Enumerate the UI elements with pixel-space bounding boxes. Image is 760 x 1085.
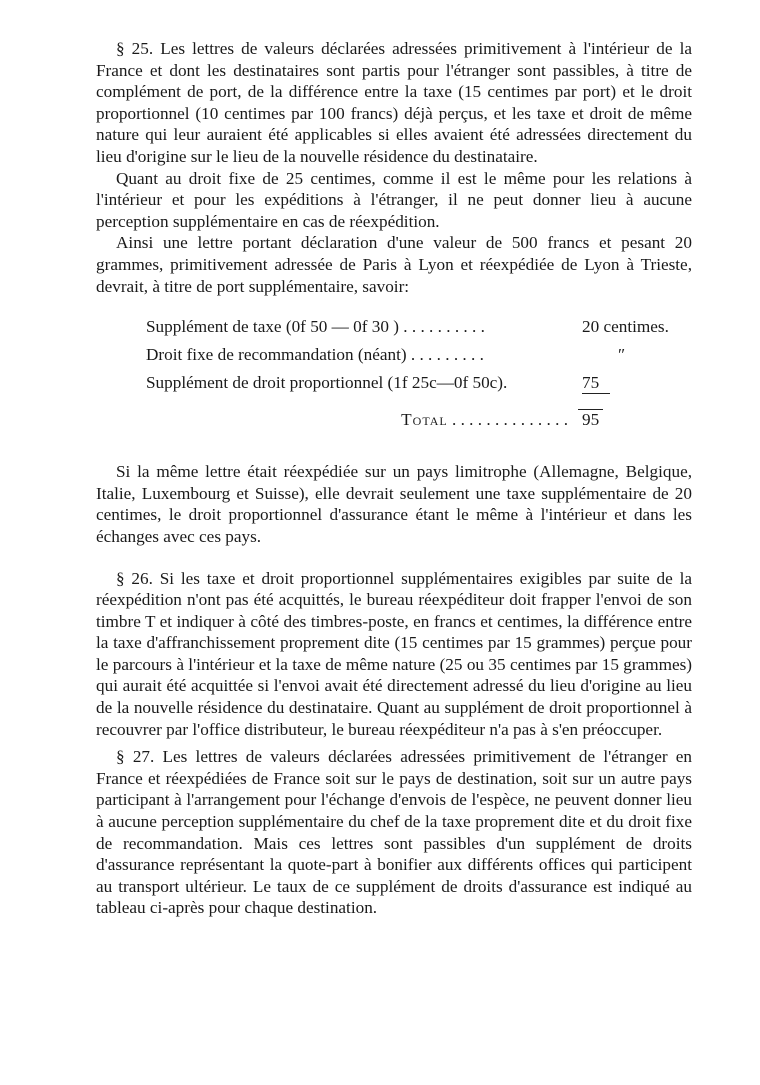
calc-row — [96, 317, 692, 345]
calc-row-label: Droit fixe de recommandation (néant) . . . . . . . . . — [146, 345, 484, 365]
document-page — [96, 38, 692, 919]
section-27-paragraph: § 27. Les lettres de valeurs déclarées adressées primitivement de l'étranger en France et réexpédiées de France soit sur le pays de destination, soit sur un autre pays participant à l'arrangement pour l'échange d'envois de l'espèce, ne peuvent donner lieu à aucune perception supplémentaire du chef de la taxe proprement dite et du droit fixe de recommandation. Mais ces lettres sont passibles d'un supplément de droits d'assurance représentant la quote-part à bonifier aux différents offices qui participent au transport ultérieur. Le taux de ce supplément de droits d'assurance est indiqué au tableau ci-après pour chaque destination. — [96, 747, 692, 918]
calc-total-amount — [576, 409, 692, 430]
section-25-fixed-fee-paragraph: Quant au droit fixe de 25 centimes, comme il est le même pour les relations à l'intérieur et pour les expéditions à l'étranger, il ne peut donner lieu à aucune perception supplémentaire en cas de réexpédition. — [96, 168, 692, 231]
section-26-paragraph: § 26. Si les taxe et droit proportionnel supplémentaires exigibles par suite de la réexpédition n'ont pas été acquittés, le bureau réexpéditeur doit frapper l'envoi de son timbre T et indiquer à côté des timbres-poste, en francs et centimes, la différence entre la taxe d'affranchissement proprement dite (15 centimes par 15 grammes) perçue pour le parcours à l'intérieur et la taxe de même nature (25 ou 35 centimes par 15 grammes) qui aurait été acquittée si l'envoi avait été directement adressé du lieu d'origine au lieu de la nouvelle résidence du destinataire. Quant au supplément de droit proportionnel à recouvrer par l'office distributeur, le bureau réexpéditeur n'a pas à s'en préoccuper. — [96, 568, 692, 739]
calc-row-amount-value: 75 — [582, 373, 610, 394]
calc-row-label: Supplément de taxe (0f 50 — 0f 30 ) . . . . . . . . . . — [146, 317, 485, 337]
calc-row-amount: ″ — [618, 345, 626, 365]
surcharge-calculation — [96, 317, 692, 437]
neighbouring-countries-paragraph: Si la même lettre était réexpédiée sur un pays limitrophe (Allemagne, Belgique, Italie, Luxembourg et Suisse), elle devrait seulement une taxe supplémentaire de 20 centimes, le droit proportionnel d'assurance étant le même à l'intérieur et dans les échanges avec ces pays. — [96, 462, 692, 546]
calc-total-label — [96, 410, 576, 430]
calc-row — [96, 373, 692, 401]
section-25-example-paragraph: Ainsi une lettre portant déclaration d'une valeur de 500 francs et pesant 20 grammes, primitivement adressée de Paris à Lyon et réexpédiée de Lyon à Trieste, devrait, à titre de port supplémentaire, savoir: — [96, 233, 692, 296]
calc-total-row — [96, 409, 692, 437]
calc-row-label: Supplément de droit proportionnel (1f 25c—0f 50c). — [146, 373, 508, 393]
total-amount-value: 95 — [578, 409, 603, 430]
total-word: Total — [401, 410, 448, 430]
calc-row — [96, 345, 692, 373]
calc-row-amount: 20 centimes. — [582, 317, 669, 337]
calc-row-amount — [576, 373, 692, 394]
total-dots: . . . . . . . . . . . . . . — [451, 410, 568, 430]
section-25-paragraph: § 25. Les lettres de valeurs déclarées adressées primitivement à l'intérieur de la France et dont les destinataires sont partis pour l'étranger sont passibles, à titre de complément de port, de la différence entre la taxe (15 centimes par port) et le droit proportionnel (10 centimes par 100 francs) déjà perçus, et les taxe et droit de même nature qui leur auraient été applicables si elles avaient été adressées directement du lieu d'origine sur le lieu de la nouvelle résidence du destinataire. — [96, 39, 692, 166]
